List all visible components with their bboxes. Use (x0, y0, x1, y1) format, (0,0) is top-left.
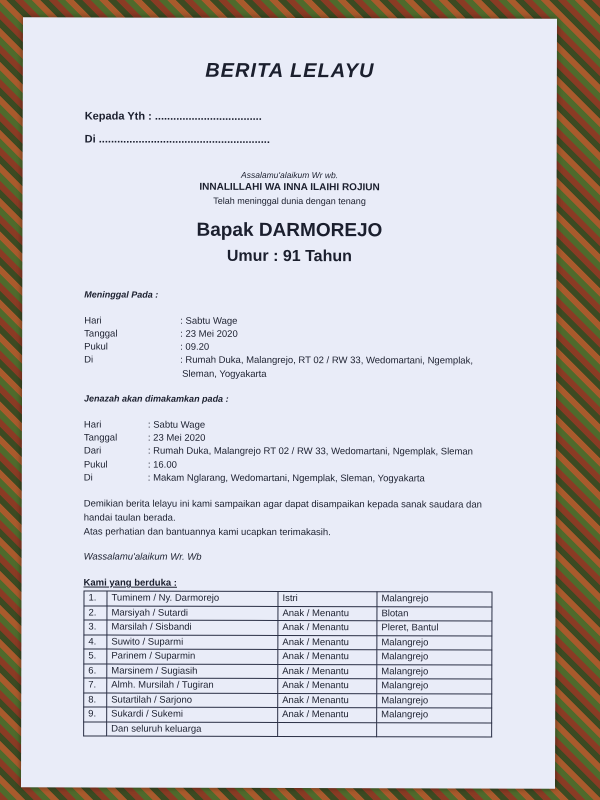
row-number (84, 721, 107, 736)
row-name: Almh. Mursilah / Tugiran (107, 678, 278, 693)
table-row (84, 707, 492, 723)
greeting-telah: Telah meninggal dunia dengan tenang (213, 195, 366, 207)
row-number: 1. (84, 591, 107, 606)
table-row (84, 692, 492, 708)
row-number: 3. (84, 620, 107, 635)
row-relation: Anak / Menantu (278, 678, 377, 693)
row-place: Malangrejo (377, 664, 492, 679)
death-di-row (84, 354, 524, 367)
document-page (21, 17, 557, 788)
burial-di-label: Di (83, 472, 93, 484)
row-name: Parinem / Suparmin (107, 649, 278, 664)
row-relation: Anak / Menantu (278, 620, 377, 635)
table-row (84, 649, 492, 665)
closing-thanks: Atas perhatian dan bantuannya kami ucapkan terimakasih. (83, 526, 331, 539)
document-title: BERITA LELAYU (205, 59, 375, 83)
row-relation: Anak / Menantu (278, 707, 377, 722)
greeting-salam: Assalamu'alaikum Wr wb. (241, 169, 339, 181)
death-pukul-row (84, 341, 524, 353)
row-number: 4. (84, 634, 107, 649)
burial-di-row (83, 472, 524, 485)
table-row (84, 721, 492, 737)
death-di-value: : Rumah Duka, Malangrejo, RT 02 / RW 33, Wedomartani, Ngemplak, (180, 354, 474, 367)
row-place: Pleret, Bantul (377, 621, 492, 636)
burial-heading: Jenazah akan dimakamkan pada : (83, 393, 229, 404)
row-name: Marsilah / Sisbandi (107, 620, 278, 635)
closing-paragraph: Demikian berita lelayu ini kami sampaikan agar dapat disampaikan kepada sanak saudara dan handai taulan berada. (83, 498, 482, 524)
row-number: 8. (84, 692, 107, 707)
row-relation: Anak / Menantu (278, 606, 377, 621)
burial-tanggal-value: : 23 Mei 2020 (147, 432, 206, 444)
row-number: 7. (84, 678, 107, 693)
burial-dari-row (83, 445, 524, 458)
burial-dari-value: : Rumah Duka, Malangrejo RT 02 / RW 33, Wedomartani, Ngemplak, Sleman (147, 445, 473, 458)
burial-di-value: : Makam Nglarang, Wedomartani, Ngemplak, Sleman, Yogyakarta (147, 472, 425, 485)
age-value: 91 Tahun (282, 247, 352, 266)
row-place: Malangrejo (377, 650, 492, 665)
table-row (84, 620, 492, 636)
death-tanggal-row (84, 328, 524, 340)
row-place: Malangrejo (377, 592, 492, 607)
burial-tanggal-label: Tanggal (83, 432, 118, 444)
row-relation: Istri (278, 591, 377, 606)
burial-hari-row (83, 419, 524, 431)
row-name: Sutartilah / Sarjono (107, 693, 278, 708)
family-table (83, 590, 492, 737)
death-heading: Meninggal Pada : (84, 289, 159, 300)
death-di-label: Di (84, 354, 94, 366)
closing-wassalam: Wassalamu'alaikum Wr. Wb (83, 551, 202, 563)
age-label: Umur : (226, 247, 279, 265)
death-hari-label: Hari (84, 315, 102, 327)
row-name: Marsiyah / Sutardi (107, 606, 278, 621)
row-name: Dan seluruh keluarga (107, 722, 278, 737)
table-row (84, 678, 492, 694)
burial-hari-label: Hari (83, 419, 102, 431)
row-name: Marsinem / Sugiasih (107, 664, 278, 679)
burial-pukul-label: Pukul (83, 459, 108, 471)
deceased-age (22, 247, 556, 266)
death-tanggal-label: Tanggal (84, 328, 118, 340)
row-place: Malangrejo (377, 708, 492, 723)
row-number: 9. (84, 707, 107, 722)
row-number: 6. (84, 663, 107, 678)
row-number: 2. (84, 605, 107, 620)
death-pukul-value: : 09.20 (180, 341, 210, 353)
death-hari-row (84, 315, 524, 327)
row-number: 5. (84, 649, 107, 664)
table-row (84, 663, 492, 679)
row-place: Blotan (377, 606, 492, 621)
row-relation (278, 722, 377, 737)
recipient-address-line: Di ........................................................ (84, 133, 270, 146)
row-relation: Anak / Menantu (278, 664, 377, 679)
greeting-innalillahi: INNALILLAHI WA INNA ILAIHI ROJIUN (199, 181, 380, 194)
burial-pukul-row (83, 459, 524, 471)
row-name: Suwito / Suparmi (107, 635, 278, 650)
death-tanggal-value: : 23 Mei 2020 (180, 328, 238, 340)
death-pukul-label: Pukul (84, 341, 108, 353)
burial-pukul-value: : 16.00 (147, 459, 177, 471)
row-place: Malangrejo (377, 679, 492, 694)
row-place: Malangrejo (377, 693, 492, 708)
row-place (377, 722, 492, 737)
family-heading: Kami yang berduka : (83, 577, 177, 589)
row-relation: Anak / Menantu (278, 693, 377, 708)
table-row (84, 605, 492, 621)
burial-dari-label: Dari (83, 445, 102, 457)
row-relation: Anak / Menantu (278, 649, 377, 664)
row-place: Malangrejo (377, 635, 492, 650)
row-name: Tuminem / Ny. Darmorejo (107, 591, 278, 606)
deceased-name: Bapak DARMOREJO (196, 219, 383, 242)
death-di-cont: Sleman, Yogyakarta (182, 368, 267, 380)
row-name: Sukardi / Sukemi (107, 707, 278, 722)
row-relation: Anak / Menantu (278, 635, 377, 650)
table-row (84, 634, 492, 650)
death-hari-value: : Sabtu Wage (180, 315, 238, 327)
recipient-line: Kepada Yth : ................................... (84, 110, 262, 123)
burial-tanggal-row (83, 432, 524, 444)
death-di-cont-row (84, 368, 524, 380)
burial-hari-value: : Sabtu Wage (147, 419, 206, 431)
table-row (84, 591, 492, 607)
